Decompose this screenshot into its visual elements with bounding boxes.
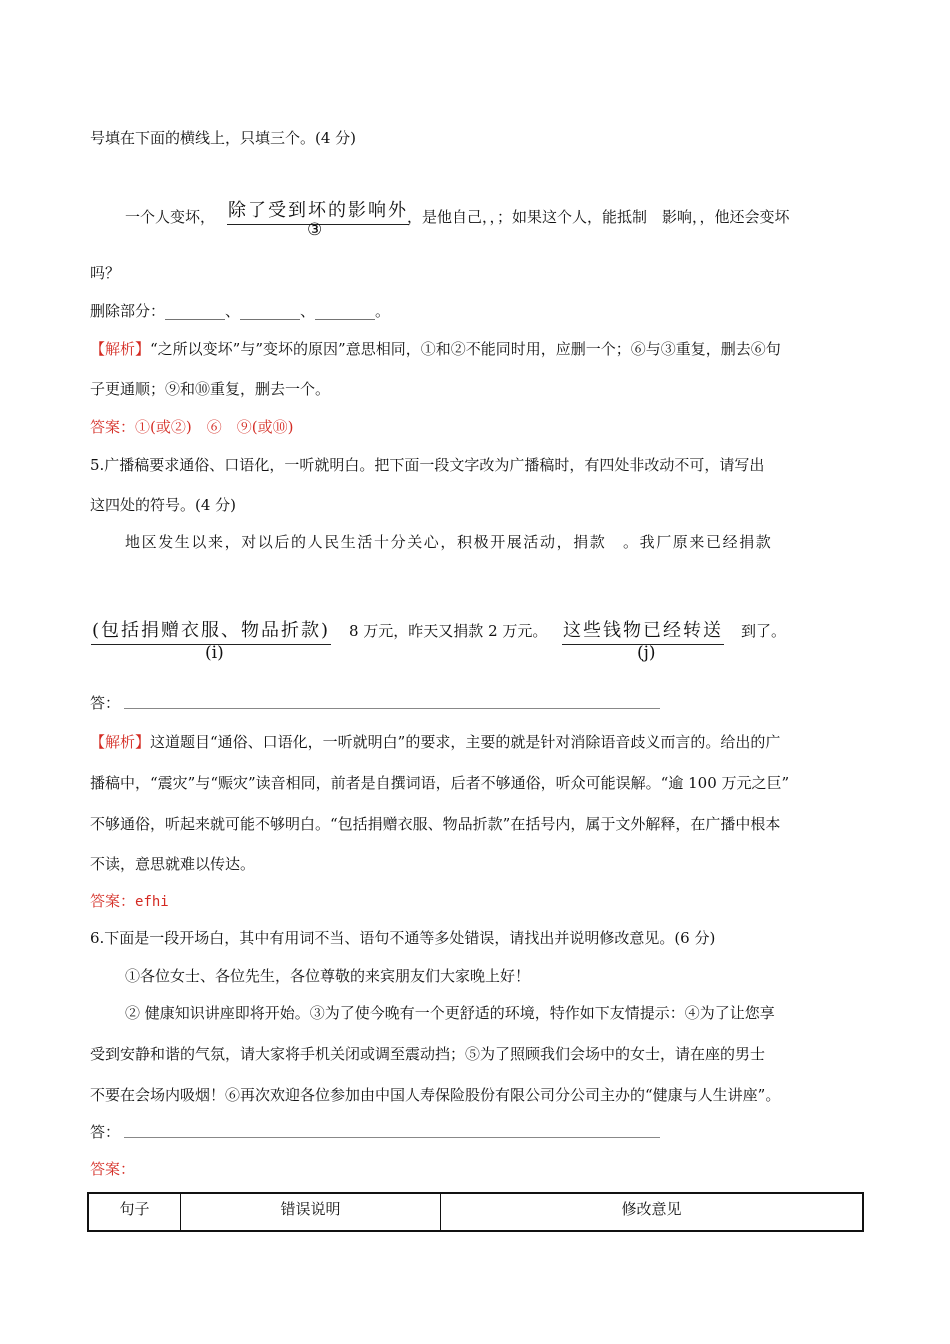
q5-analysis-line-2: 播稿中，“震灾”与“赈灾”读音相同，前者是自撰词语，后者不够通俗，听众可能误解。“逾 100 万元之巨” (90, 774, 790, 792)
q5-analysis-text-1: 这道题目“通俗、口语化，一听就明白”的要求，主要的就是针对消除语音歧义而言的。给出的广 (150, 733, 781, 751)
table-header-sentence: 句子 (88, 1193, 181, 1231)
q5-answer-value: efhi (135, 894, 169, 910)
q5-analysis-line-4: 不读，意思就难以传达。 (90, 855, 256, 873)
q6-answer-prefix: 答： (90, 1123, 121, 1141)
q6-answer-line (124, 1137, 660, 1138)
q4-sentence-start: 一个人变坏， (125, 208, 216, 226)
q4-analysis-line-2: 子更通顺；⑨和⑩重复，删去一个。 (90, 380, 331, 398)
q4-underlined-phrase: 除了受到坏的影响外 (227, 196, 409, 225)
table-header-error: 错误说明 (181, 1193, 441, 1231)
q4-analysis-line-1 (90, 338, 781, 359)
q5-answer (90, 890, 169, 911)
q5-marker-j: (j) (637, 643, 656, 663)
q5-analysis-line-1 (90, 731, 780, 752)
q4-answer-label: 答案： (90, 418, 136, 436)
q5-passage-line-1: 地区发生以来，对以后的人民生活十分关心，积极开展活动，捐款 。我厂原来已经捐款 (125, 533, 773, 551)
q5-question-line-2: 这四处的符号。(4 分) (90, 496, 237, 514)
q6-passage-line-3: 受到安静和谐的气氛，请大家将手机关闭或调至震动挡；⑤为了照顾我们会场中的女士，请在座的男士 (90, 1045, 766, 1063)
q4-answer-value: ①(或②) ⑥ ⑨(或⑩) (135, 418, 294, 436)
q5-marker-i: (i) (205, 643, 224, 663)
q5-analysis-tag: 【解析】 (90, 733, 151, 751)
q6-question: 6.下面是一段开场白，其中有用词不当、语句不通等多处错误，请找出并说明修改意见。(6 分) (90, 929, 716, 947)
table-header-row (88, 1193, 863, 1231)
q6-passage-line-4: 不要在会场内吸烟！⑥再次欢迎各位参加由中国人寿保险股份有限公司分公司主办的“健康与人生讲座”。 (90, 1086, 781, 1104)
q5-passage-middle: 8 万元，昨天又捐款 2 万元。 (349, 622, 548, 640)
q6-passage-line-1: ①各位女士、各位先生，各位尊敬的来宾朋友们大家晚上好！ (125, 967, 531, 985)
q5-answer-label: 答案： (90, 892, 136, 910)
q6-passage-line-2: ② 健康知识讲座即将开始。③为了使今晚有一个更舒适的环境，特作如下友情提示：④为了让您享 (125, 1004, 775, 1022)
q4-sentence-continuation: ，是他自己，，；如果这个人，能抵制 影响，，他还会变坏 (407, 208, 790, 226)
q5-answer-line (124, 708, 660, 709)
q5-question-line-1: 5.广播稿要求通俗、口语化，一听就明白。把下面一段文字改为广播稿时，有四处非改动不可，请写出 (90, 456, 765, 474)
q5-passage-end: 到了。 (741, 622, 787, 640)
q4-sentence-end: 吗？ (90, 264, 121, 282)
q4-analysis-text-1: “之所以变坏”与”变坏的原因”意思相同，①和②不能同时用，应删一个；⑥与③重复，删去⑥句 (150, 340, 781, 358)
q5-analysis-line-3: 不够通俗，听起来就可能不够明白。“包括捐赠衣服、物品折款”在括号内，属于文外解释，在广播中根本 (90, 815, 781, 833)
q5-underlined-phrase-i: (包括捐赠衣服、物品折款) (91, 616, 331, 645)
q4-phrase-marker: ③ (307, 220, 323, 240)
q6-answer-table (87, 1192, 864, 1232)
table-header-revision: 修改意见 (441, 1193, 864, 1231)
q4-analysis-tag: 【解析】 (90, 340, 151, 358)
q4-question-tail: 号填在下面的横线上，只填三个。(4 分) (90, 129, 357, 147)
q6-answer-label: 答案： (90, 1160, 136, 1178)
q5-answer-prefix: 答： (90, 694, 121, 712)
q5-underlined-phrase-j: 这些钱物已经转送 (562, 616, 724, 645)
q4-answer (90, 416, 293, 437)
q4-deletion-blanks: 删除部分：________、________、________。 (90, 302, 391, 320)
